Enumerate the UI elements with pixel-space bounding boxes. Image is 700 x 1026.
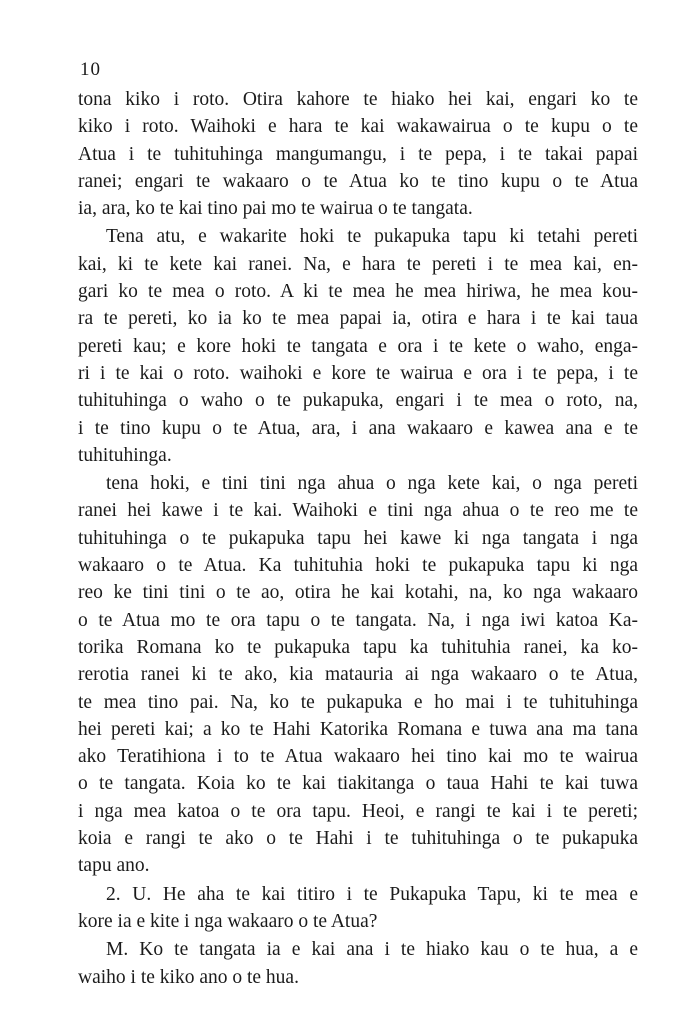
text-line: o te Atua mo te ora tapu o te tangata. Na, i nga iwi katoa Ka- xyxy=(78,609,638,631)
text-line: Atua i te tuhituhinga mangumangu, i te pepa, i te takai papai xyxy=(78,143,638,165)
text-line: ako Teratihiona i to te Atua wakaaro hei tino kai mo te wairua xyxy=(78,746,638,768)
text-line: waiho i te kiko ano o te hua. xyxy=(78,966,299,988)
text-line: i te tino kupu o te Atua, ara, i ana wakaaro e kawea ana e te xyxy=(78,417,638,439)
page-number: 10 xyxy=(80,59,101,80)
text-line: ranei hei kawe i te kai. Waihoki e tini nga ahua o te reo me te xyxy=(78,500,638,522)
text-line: tuhituhinga. xyxy=(78,444,172,466)
text-line: kiko i roto. Waihoki e hara te kai wakawairua o te kupu o te xyxy=(78,116,638,138)
text-line: te mea tino pai. Na, ko te pukapuka e ho mai i te tuhituhinga xyxy=(78,691,638,713)
paragraph-3 xyxy=(78,470,638,879)
text-line: tuhituhinga o waho o te pukapuka, engari i te mea o roto, na, xyxy=(78,390,638,412)
text-line: torika Romana ko te pukapuka tapu ka tuhituhia ranei, ka ko- xyxy=(78,636,638,658)
text-line: kore ia e kite i nga wakaaro o te Atua? xyxy=(78,910,378,932)
text-line: Tena atu, e wakarite hoki te pukapuka tapu ki tetahi pereti xyxy=(106,226,638,248)
text-line: tapu ano. xyxy=(78,855,150,877)
question-2 xyxy=(78,881,638,936)
text-line: ia, ara, ko te kai tino pai mo te wairua o te tangata. xyxy=(78,198,473,220)
text-line: gari ko te mea o roto. A ki te mea he mea hiriwa, he mea kou- xyxy=(78,281,638,303)
paragraph-1 xyxy=(78,86,638,222)
text-line: 2. U. He aha te kai titiro i te Pukapuka Tapu, ki te mea e xyxy=(106,883,638,905)
text-line: hei pereti kai; a ko te Hahi Katorika Romana e tuwa ana ma tana xyxy=(78,718,638,740)
text-line: kai, ki te kete kai ranei. Na, e hara te pereti i te mea kai, en- xyxy=(78,253,638,275)
body-text xyxy=(78,86,638,991)
text-line: tuhituhinga o te pukapuka tapu hei kawe ki nga tangata i nga xyxy=(78,527,638,549)
text-line: wakaaro o te Atua. Ka tuhituhia hoki te pukapuka tapu ki nga xyxy=(78,555,638,577)
text-line: tona kiko i roto. Otira kahore te hiako hei kai, engari ko te xyxy=(78,89,638,110)
text-line: o te tangata. Koia ko te kai tiakitanga o taua Hahi te kai tuwa xyxy=(78,773,638,795)
text-line: ranei; engari te wakaaro o te Atua ko te tino kupu o te Atua xyxy=(78,170,638,192)
text-line: ra te pereti, ko ia ko te mea papai ia, otira e hara i te kai taua xyxy=(78,308,638,330)
paragraph-2 xyxy=(78,223,638,469)
text-line: koia e rangi te ako o te Hahi i te tuhituhinga o te pukapuka xyxy=(78,828,638,850)
text-line: ri i te kai o roto. waihoki e kore te wairua e ora i te pepa, i te xyxy=(78,362,638,384)
text-line: reo ke tini tini o te ao, otira he kai kotahi, na, ko nga wakaaro xyxy=(78,582,638,604)
text-line: M. Ko te tangata ia e kai ana i te hiako kau o te hua, a e xyxy=(106,939,638,961)
text-line: tena hoki, e tini tini nga ahua o nga kete kai, o nga pereti xyxy=(106,473,638,495)
answer-2 xyxy=(78,936,638,991)
text-line: rerotia ranei ki te ako, kia matauria ai nga wakaaro o te Atua, xyxy=(78,664,638,686)
text-line: pereti kau; e kore hoki te tangata e ora i te kete o waho, enga- xyxy=(78,335,638,357)
text-line: i nga mea katoa o te ora tapu. Heoi, e rangi te kai i te pereti; xyxy=(78,800,638,822)
